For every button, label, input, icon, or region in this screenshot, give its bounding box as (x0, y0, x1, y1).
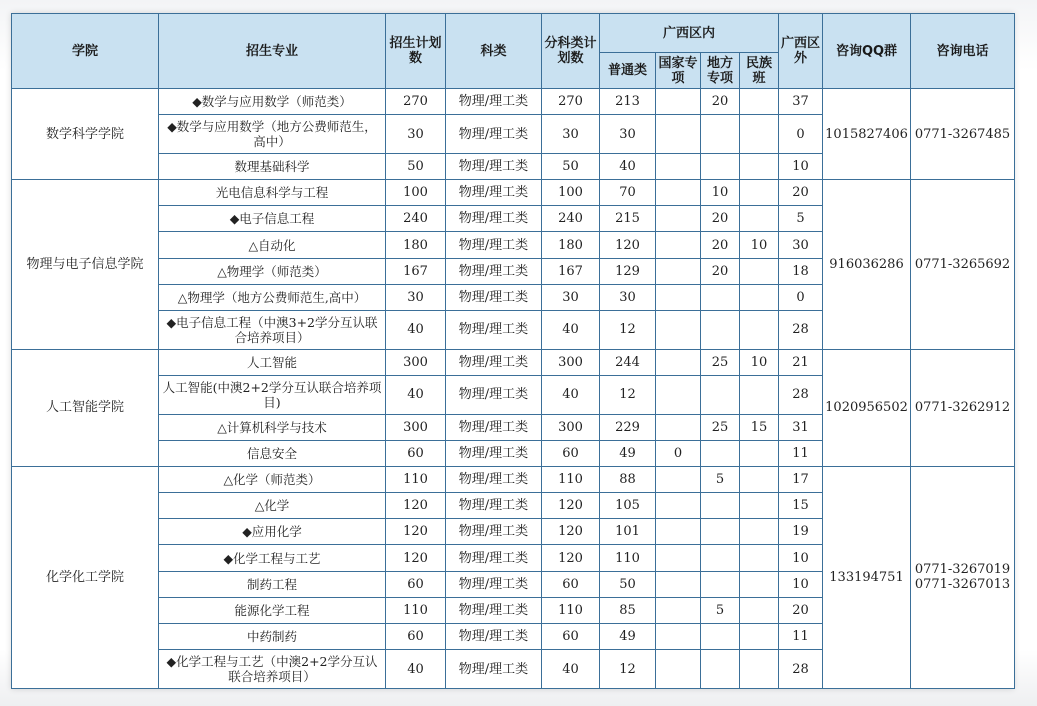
qq-group-cell: 133194751 (823, 466, 911, 688)
category-cell: 物理/理工类 (446, 414, 542, 440)
guangxi-out-cell: 31 (779, 414, 823, 440)
general-cell: 215 (600, 206, 656, 232)
guangxi-out-cell: 37 (779, 89, 823, 115)
college-cell: 人工智能学院 (12, 349, 159, 466)
category-cell: 物理/理工类 (446, 597, 542, 623)
general-cell: 12 (600, 375, 656, 414)
local-cell: 25 (701, 414, 740, 440)
local-cell (701, 571, 740, 597)
category-cell: 物理/理工类 (446, 115, 542, 154)
guangxi-out-cell: 28 (779, 310, 823, 349)
phone-cell (911, 349, 1015, 466)
category-plan-cell: 120 (542, 545, 600, 571)
local-cell: 5 (701, 466, 740, 492)
plan-cell: 120 (386, 493, 446, 519)
major-cell: △化学 (159, 493, 386, 519)
qq-group-cell: 916036286 (823, 180, 911, 350)
plan-cell: 110 (386, 597, 446, 623)
major-cell: △物理学（地方公费师范生,高中） (159, 284, 386, 310)
general-cell: 70 (600, 180, 656, 206)
plan-cell: 180 (386, 232, 446, 258)
major-cell: 数理基础科学 (159, 153, 386, 179)
general-cell: 50 (600, 571, 656, 597)
guangxi-out-cell: 10 (779, 545, 823, 571)
general-cell: 49 (600, 623, 656, 649)
ethnic-cell (740, 623, 779, 649)
phone-number: 0771-3267485 (914, 126, 1011, 142)
plan-cell: 120 (386, 519, 446, 545)
table-row (12, 89, 1015, 115)
plan-cell: 30 (386, 115, 446, 154)
category-cell: 物理/理工类 (446, 466, 542, 492)
category-cell: 物理/理工类 (446, 493, 542, 519)
ethnic-cell (740, 519, 779, 545)
local-cell (701, 115, 740, 154)
category-plan-cell: 50 (542, 153, 600, 179)
major-cell: 人工智能 (159, 349, 386, 375)
guangxi-out-cell: 20 (779, 597, 823, 623)
local-cell (701, 545, 740, 571)
ethnic-cell (740, 493, 779, 519)
admission-plan-table (11, 13, 1015, 689)
general-cell: 85 (600, 597, 656, 623)
admission-plan-table-frame (11, 13, 1014, 689)
phone-number: 0771-3265692 (914, 256, 1011, 272)
phone-number: 0771-3267013 (914, 577, 1011, 593)
general-cell: 229 (600, 414, 656, 440)
major-cell: 信息安全 (159, 440, 386, 466)
category-cell: 物理/理工类 (446, 349, 542, 375)
national-cell (656, 153, 701, 179)
guangxi-out-cell: 28 (779, 375, 823, 414)
national-cell (656, 310, 701, 349)
category-cell: 物理/理工类 (446, 440, 542, 466)
plan-cell: 300 (386, 414, 446, 440)
guangxi-out-cell: 5 (779, 206, 823, 232)
general-cell: 213 (600, 89, 656, 115)
category-cell: 物理/理工类 (446, 545, 542, 571)
local-cell: 20 (701, 206, 740, 232)
general-cell: 120 (600, 232, 656, 258)
category-cell: 物理/理工类 (446, 232, 542, 258)
major-cell: ◆应用化学 (159, 519, 386, 545)
category-plan-cell: 240 (542, 206, 600, 232)
category-plan-cell: 300 (542, 349, 600, 375)
general-cell: 30 (600, 284, 656, 310)
category-cell: 物理/理工类 (446, 375, 542, 414)
major-cell: ◆数学与应用数学（地方公费师范生，高中） (159, 115, 386, 154)
local-cell (701, 284, 740, 310)
major-cell: 中药制药 (159, 623, 386, 649)
category-cell: 物理/理工类 (446, 206, 542, 232)
phone-number: 0771-3267019 (914, 562, 1011, 578)
national-cell (656, 650, 701, 689)
category-plan-cell: 40 (542, 375, 600, 414)
guangxi-out-cell: 17 (779, 466, 823, 492)
local-cell: 20 (701, 89, 740, 115)
table-row (12, 349, 1015, 375)
plan-cell: 110 (386, 466, 446, 492)
national-cell (656, 466, 701, 492)
national-cell (656, 180, 701, 206)
category-plan-cell: 180 (542, 232, 600, 258)
plan-cell: 300 (386, 349, 446, 375)
national-cell: 0 (656, 440, 701, 466)
plan-cell: 40 (386, 310, 446, 349)
national-cell (656, 258, 701, 284)
major-cell: ◆电子信息工程 (159, 206, 386, 232)
ethnic-cell (740, 206, 779, 232)
guangxi-out-cell: 0 (779, 115, 823, 154)
category-plan-cell: 60 (542, 623, 600, 649)
qq-group-cell: 1015827406 (823, 89, 911, 180)
major-cell: △化学（师范类） (159, 466, 386, 492)
local-cell (701, 650, 740, 689)
header-plan: 招生计划数 (386, 14, 446, 89)
plan-cell: 40 (386, 650, 446, 689)
category-plan-cell: 40 (542, 650, 600, 689)
category-plan-cell: 270 (542, 89, 600, 115)
general-cell: 12 (600, 650, 656, 689)
college-cell: 数学科学学院 (12, 89, 159, 180)
guangxi-out-cell: 11 (779, 440, 823, 466)
ethnic-cell: 15 (740, 414, 779, 440)
guangxi-out-cell: 30 (779, 232, 823, 258)
category-plan-cell: 60 (542, 440, 600, 466)
guangxi-out-cell: 10 (779, 571, 823, 597)
category-plan-cell: 40 (542, 310, 600, 349)
general-cell: 40 (600, 153, 656, 179)
plan-cell: 60 (386, 571, 446, 597)
guangxi-out-cell: 10 (779, 153, 823, 179)
table-row (12, 466, 1015, 492)
category-cell: 物理/理工类 (446, 153, 542, 179)
plan-cell: 270 (386, 89, 446, 115)
major-cell: 能源化学工程 (159, 597, 386, 623)
ethnic-cell (740, 284, 779, 310)
category-cell: 物理/理工类 (446, 89, 542, 115)
header-ethnic: 民族班 (740, 53, 779, 89)
national-cell (656, 414, 701, 440)
ethnic-cell (740, 466, 779, 492)
category-plan-cell: 300 (542, 414, 600, 440)
general-cell: 88 (600, 466, 656, 492)
general-cell: 49 (600, 440, 656, 466)
category-plan-cell: 167 (542, 258, 600, 284)
major-cell: △自动化 (159, 232, 386, 258)
guangxi-out-cell: 15 (779, 493, 823, 519)
major-cell: ◆电子信息工程（中澳3+2学分互认联合培养项目） (159, 310, 386, 349)
ethnic-cell (740, 115, 779, 154)
general-cell: 30 (600, 115, 656, 154)
category-cell: 物理/理工类 (446, 258, 542, 284)
major-cell: 人工智能(中澳2+2学分互认联合培养项目) (159, 375, 386, 414)
header-category-plan: 分科类计划数 (542, 14, 600, 89)
general-cell: 12 (600, 310, 656, 349)
ethnic-cell (740, 650, 779, 689)
major-cell: 制药工程 (159, 571, 386, 597)
national-cell (656, 571, 701, 597)
guangxi-out-cell: 0 (779, 284, 823, 310)
header-guangxi-out: 广西区外 (779, 14, 823, 89)
major-cell: ◆化学工程与工艺（中澳2+2学分互认联合培养项目） (159, 650, 386, 689)
guangxi-out-cell: 18 (779, 258, 823, 284)
guangxi-out-cell: 21 (779, 349, 823, 375)
national-cell (656, 519, 701, 545)
local-cell: 20 (701, 232, 740, 258)
local-cell (701, 440, 740, 466)
plan-cell: 30 (386, 284, 446, 310)
header-college: 学院 (12, 14, 159, 89)
general-cell: 105 (600, 493, 656, 519)
table-header (12, 14, 1015, 89)
guangxi-out-cell: 28 (779, 650, 823, 689)
local-cell: 10 (701, 180, 740, 206)
national-cell (656, 623, 701, 649)
guangxi-out-cell: 20 (779, 180, 823, 206)
phone-cell (911, 466, 1015, 688)
ethnic-cell (740, 571, 779, 597)
local-cell: 25 (701, 349, 740, 375)
phone-number: 0771-3262912 (914, 400, 1011, 416)
local-cell: 5 (701, 597, 740, 623)
national-cell (656, 545, 701, 571)
local-cell (701, 519, 740, 545)
table-row (12, 180, 1015, 206)
category-plan-cell: 120 (542, 519, 600, 545)
category-cell: 物理/理工类 (446, 519, 542, 545)
ethnic-cell (740, 180, 779, 206)
qq-group-cell: 1020956502 (823, 349, 911, 466)
ethnic-cell: 10 (740, 349, 779, 375)
local-cell (701, 153, 740, 179)
college-cell: 化学化工学院 (12, 466, 159, 688)
major-cell: ◆数学与应用数学（师范类） (159, 89, 386, 115)
category-cell: 物理/理工类 (446, 650, 542, 689)
header-phone: 咨询电话 (911, 14, 1015, 89)
category-plan-cell: 110 (542, 466, 600, 492)
header-general: 普通类 (600, 53, 656, 89)
national-cell (656, 206, 701, 232)
plan-cell: 60 (386, 440, 446, 466)
category-plan-cell: 110 (542, 597, 600, 623)
category-plan-cell: 60 (542, 571, 600, 597)
local-cell: 20 (701, 258, 740, 284)
plan-cell: 50 (386, 153, 446, 179)
general-cell: 101 (600, 519, 656, 545)
header-major: 招生专业 (159, 14, 386, 89)
plan-cell: 40 (386, 375, 446, 414)
header-qq: 咨询QQ群 (823, 14, 911, 89)
ethnic-cell (740, 597, 779, 623)
plan-cell: 100 (386, 180, 446, 206)
general-cell: 244 (600, 349, 656, 375)
category-plan-cell: 30 (542, 284, 600, 310)
college-cell: 物理与电子信息学院 (12, 180, 159, 350)
guangxi-out-cell: 19 (779, 519, 823, 545)
category-plan-cell: 100 (542, 180, 600, 206)
national-cell (656, 349, 701, 375)
ethnic-cell (740, 89, 779, 115)
ethnic-cell (740, 153, 779, 179)
category-cell: 物理/理工类 (446, 284, 542, 310)
local-cell (701, 493, 740, 519)
header-row-1 (12, 14, 1015, 53)
major-cell: 光电信息科学与工程 (159, 180, 386, 206)
national-cell (656, 597, 701, 623)
plan-cell: 167 (386, 258, 446, 284)
local-cell (701, 375, 740, 414)
general-cell: 110 (600, 545, 656, 571)
ethnic-cell (740, 375, 779, 414)
general-cell: 129 (600, 258, 656, 284)
national-cell (656, 232, 701, 258)
national-cell (656, 284, 701, 310)
table-body (12, 89, 1015, 689)
category-cell: 物理/理工类 (446, 310, 542, 349)
major-cell: △计算机科学与技术 (159, 414, 386, 440)
category-plan-cell: 120 (542, 493, 600, 519)
header-local: 地方专项 (701, 53, 740, 89)
plan-cell: 240 (386, 206, 446, 232)
local-cell (701, 310, 740, 349)
national-cell (656, 115, 701, 154)
major-cell: ◆化学工程与工艺 (159, 545, 386, 571)
local-cell (701, 623, 740, 649)
category-plan-cell: 30 (542, 115, 600, 154)
category-cell: 物理/理工类 (446, 571, 542, 597)
guangxi-out-cell: 11 (779, 623, 823, 649)
category-cell: 物理/理工类 (446, 180, 542, 206)
header-category: 科类 (446, 14, 542, 89)
ethnic-cell (740, 258, 779, 284)
header-guangxi-in: 广西区内 (600, 14, 779, 53)
national-cell (656, 375, 701, 414)
major-cell: △物理学（师范类） (159, 258, 386, 284)
ethnic-cell (740, 440, 779, 466)
national-cell (656, 89, 701, 115)
plan-cell: 60 (386, 623, 446, 649)
phone-cell (911, 180, 1015, 350)
phone-cell (911, 89, 1015, 180)
national-cell (656, 493, 701, 519)
ethnic-cell: 10 (740, 232, 779, 258)
ethnic-cell (740, 310, 779, 349)
ethnic-cell (740, 545, 779, 571)
category-cell: 物理/理工类 (446, 623, 542, 649)
plan-cell: 120 (386, 545, 446, 571)
header-national: 国家专项 (656, 53, 701, 89)
